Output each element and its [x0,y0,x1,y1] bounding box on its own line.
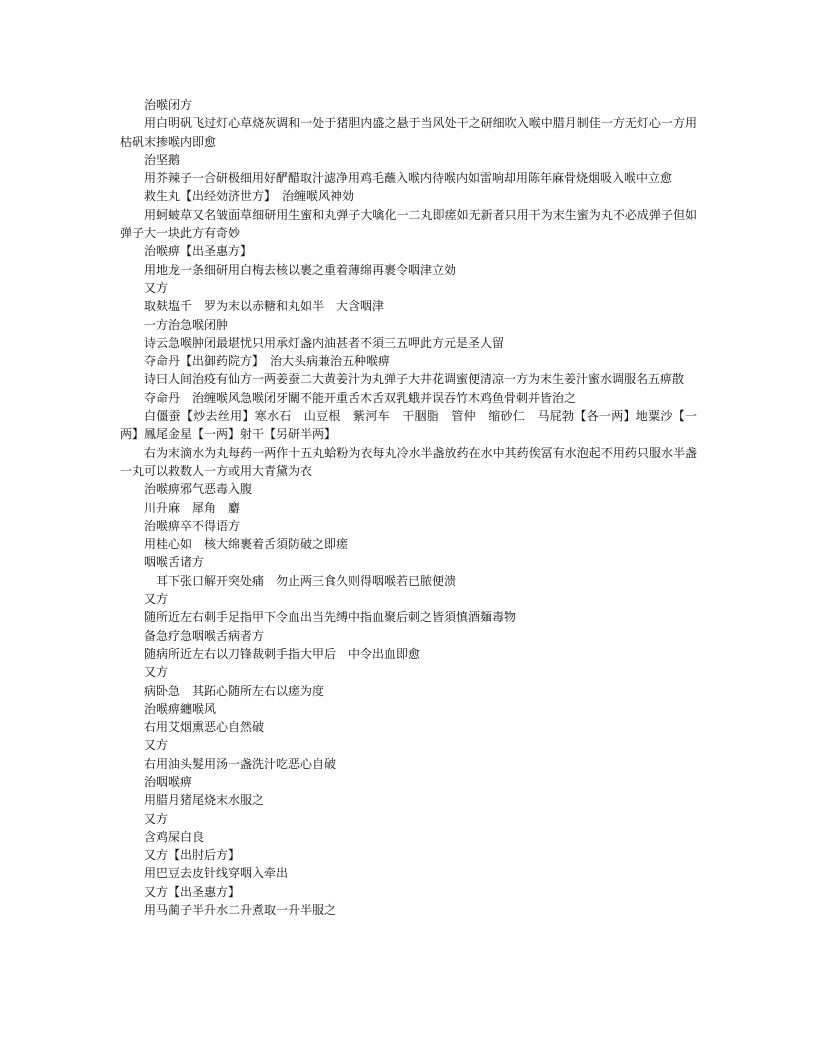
text-line: 取麸塩千 罗为末以赤糖和丸如半 大含咽津 [144,299,385,314]
text-line: 诗曰人间治疫有仙方一两姜蚕二大黄姜汁为丸弹子大井花调蜜便清凉一方为末生姜汁蜜水调服名五痹散 [144,372,685,387]
text-line: 右用油头髮用汤一盏洗汁吃恶心自破 [144,756,337,771]
text-line: 又方【出圣惠方】 [144,884,241,899]
text-line: 夺命丹 治缠喉风急喉闭牙關不能开重舌木舌双乳蛾并误吞竹木鸡鱼骨刺并皆治之 [144,390,577,405]
text-line: 用蚵蚾草又名皱面草细研用生蜜和丸弹子大噙化一二丸即瘥如无新者只用干为末生蜜为丸不必成弹子但如弹子大一块此方有奇妙 [120,207,697,241]
text-line: 治喉痹邪气恶毒入腹 [144,482,253,497]
text-line: 夺命丹【出御药院方】 治大头病兼治五种喉痹 [144,354,391,369]
text-line: 用桂心如 核大绵裹着舌須防破之即瘥 [144,537,349,552]
text-line: 又方【出肘后方】 [144,848,241,863]
text-line: 治喉痹【出圣惠方】 [144,244,253,259]
text-line: 备急疗急咽喉舌病者方 [144,628,265,643]
text-line: 右用艾烟熏恶心自然破 [144,720,265,735]
text-line: 一方治急喉闭肿 [144,317,229,332]
text-line: 川升麻 犀角 麝 [144,500,241,515]
text-line: 又方 [144,665,169,680]
text-line: 治喉痹纏喉风 [144,701,217,716]
text-line: 用巴豆去皮针线穿咽入牵出 [144,866,289,881]
text-line: 随所近左右刺手足指甲下令血出当先缚中指血聚后刺之皆須慎酒麺毒物 [144,610,517,625]
text-line: 用腊月猪尾烧末水服之 [144,793,265,808]
document-page [120,96,697,919]
text-line: 用芥辣子一合研极细用好酽醋取汁滤净用鸡毛蘸入喉内待喉内如雷响却用陈年麻骨烧烟吸入喉中立愈 [144,171,673,186]
text-line: 病卧急 其跖心随所左右以瘥为度 [144,683,325,698]
text-line: 又方 [144,592,169,607]
text-line: 右为末滴水为丸每药一两作十五丸蛤粉为衣每丸冷水半盏放药在水中其药俟冨有水泡起不用药只服水半盏一丸可以救数人一方或用大青黛为衣 [120,445,697,478]
text-line: 咽喉舌诸方 [144,555,205,570]
text-line: 用地龙一条细研用白梅去核以裹之重着薄绵再裹令咽津立効 [144,262,457,277]
text-line: 随病所近左右以刀锋裁刺手指大甲后 中令出血即愈 [144,646,421,661]
text-line: 耳下张口解开突处痛 勿止两三食久则得咽喉若已脓便溃 [156,573,457,588]
text-line: 治喉痹卒不得语方 [144,518,241,533]
text-line: 含鸡屎白良 [144,829,205,844]
text-line: 又方 [144,811,169,826]
text-line: 用马蔺子半升水二升煮取一升半服之 [144,903,337,918]
text-line: 又方 [144,738,169,753]
text-line: 白僵蚕【炒去丝用】寒水石 山豆根 紫河车 干胭脂 管仲 缩砂仁 马屁勃【各一两】地粟沙【一两】鳳尾金星【一两】射干【另研半两】 [120,409,697,442]
text-line: 治喉闭方 [144,98,193,112]
text-line: 又方 [144,280,169,295]
text-line: 治坚鹅 [144,152,181,167]
text-line: 用白明矾飞过灯心草烧灰调和一处于猪胆内盛之悬于当风处干之研细吹入喉中腊月制佳一方无灯心一方用枯矾末掺喉内即愈 [120,116,697,149]
text-line: 诗云急喉肿闭最堪忧只用承灯盏内油甚者不須三五呷此方元是圣人留 [144,335,505,350]
text-line: 救生丸【出经効济世方】 治缠喉风神効 [144,189,355,204]
text-line: 治咽喉痹 [144,774,193,789]
